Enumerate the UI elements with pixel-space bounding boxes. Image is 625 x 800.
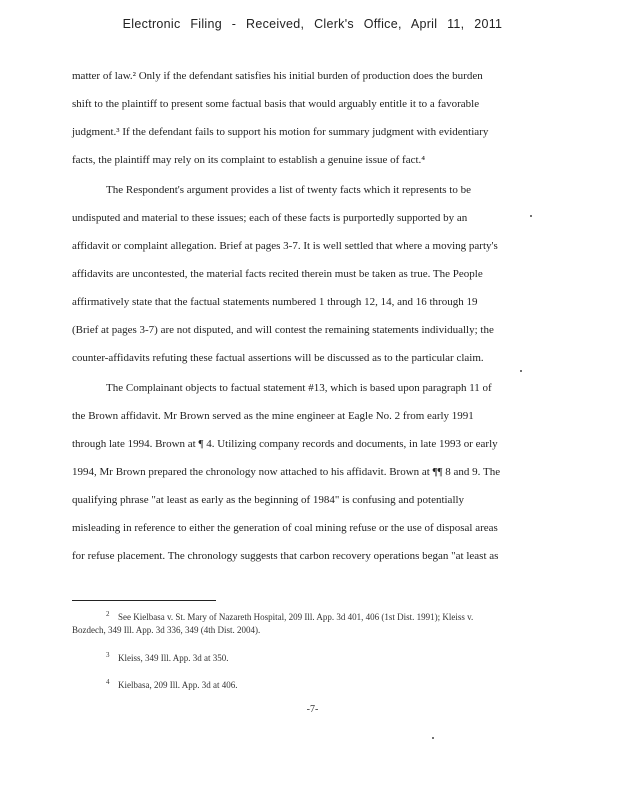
scan-speck [432, 737, 434, 739]
body-text [72, 68, 542, 578]
body-line: The Respondent's argument provides a list of twenty facts which it represents to be [106, 184, 471, 196]
body-line: affidavits are uncontested, the material facts recited therein must be taken as true. The People [72, 268, 483, 280]
scan-speck [520, 370, 522, 372]
footnote-number: 3 [106, 651, 110, 659]
body-line: through late 1994. Brown at ¶ 4. Utilizing company records and documents, in late 1993 or early [72, 438, 498, 450]
footnote-number: 2 [106, 610, 110, 618]
body-line: judgment.³ If the defendant fails to support his motion for summary judgment with evidentiary [72, 126, 489, 138]
footnote-text: Kleiss, 349 Ill. App. 3d at 350. [118, 653, 229, 663]
body-line: qualifying phrase "at least as early as the beginning of 1984" is confusing and potentially [72, 494, 465, 506]
body-line: facts, the plaintiff may rely on its complaint to establish a genuine issue of fact.⁴ [72, 154, 426, 166]
body-line: affirmatively state that the factual statements numbered 1 through 12, 14, and 16 through 19 [72, 296, 478, 308]
body-line: misleading in reference to either the generation of coal mining refuse or the use of disposal areas [72, 522, 498, 534]
footnote-number: 4 [106, 678, 110, 686]
body-line: counter-affidavits refuting these factual assertions will be discussed as to the particular claim. [72, 352, 484, 364]
body-line: matter of law.² Only if the defendant satisfies his initial burden of production does the burden [72, 70, 483, 82]
body-line: the Brown affidavit. Mr Brown served as the mine engineer at Eagle No. 2 from early 1991 [72, 410, 474, 422]
body-line: The Complainant objects to factual statement #13, which is based upon paragraph 11 of [106, 382, 492, 394]
body-line: (Brief at pages 3-7) are not disputed, and will contest the remaining statements individually; the [72, 324, 494, 336]
body-line: undisputed and material to these issues; each of these facts is purportedly supported by an [72, 212, 468, 224]
footnote-text: Bozdech, 349 Ill. App. 3d 336, 349 (4th Dist. 2004). [72, 625, 261, 635]
footnote-divider [72, 600, 216, 601]
footnote-text: Kielbasa, 209 Ill. App. 3d at 406. [118, 680, 238, 690]
body-line: affidavit or complaint allegation. Brief at pages 3-7. It is well settled that where a moving party's [72, 240, 498, 252]
body-line: for refuse placement. The chronology suggests that carbon recovery operations began "at least as [72, 550, 499, 562]
body-line: shift to the plaintiff to present some factual basis that would arguably entitle it to a favorable [72, 98, 480, 110]
footnote-text: See Kielbasa v. St. Mary of Nazareth Hospital, 209 Ill. App. 3d 401, 406 (1st Dist. 1991); Kleiss v. [118, 612, 474, 622]
filing-header: Electronic Filing - Received, Clerk's Office, April 11, 2011 [122, 17, 503, 31]
scan-speck [530, 215, 532, 217]
body-line: 1994, Mr Brown prepared the chronology now attached to his affidavit. Brown at ¶¶ 8 and 9. The [72, 466, 501, 478]
page-number: -7- [306, 704, 319, 715]
